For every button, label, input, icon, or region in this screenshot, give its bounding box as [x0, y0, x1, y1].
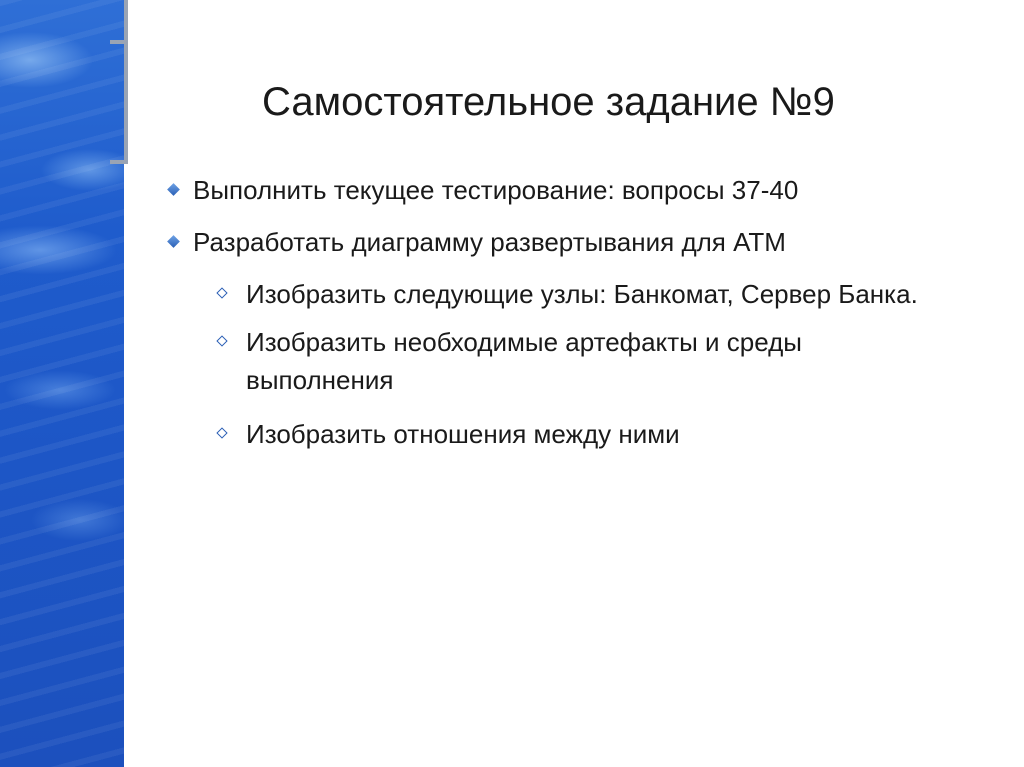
sub-bullet-item-continuation: выполнения — [246, 365, 394, 395]
decorative-side-band — [0, 0, 124, 767]
sub-bullet-diamond-icon — [216, 427, 227, 438]
title-frame-top-line — [110, 40, 128, 44]
title-frame-bottom-line — [110, 160, 128, 164]
sub-bullet-item: Изобразить отношения между ними — [246, 419, 680, 449]
sub-bullet-item: Изобразить следующие узлы: Банкомат, Сервер Банка. — [246, 279, 918, 309]
bullet-item: Разработать диаграмму развертывания для АТМ — [193, 227, 786, 257]
bullet-item: Выполнить текущее тестирование: вопросы 37-40 — [193, 175, 799, 205]
slide-title: Самостоятельное задание №9 — [262, 80, 835, 124]
title-frame-line — [124, 0, 128, 162]
sub-bullet-diamond-icon — [216, 287, 227, 298]
sub-bullet-diamond-icon — [216, 335, 227, 346]
bullet-diamond-icon — [167, 235, 180, 248]
sub-bullet-item: Изобразить необходимые артефакты и среды — [246, 327, 802, 357]
bullet-diamond-icon — [167, 183, 180, 196]
